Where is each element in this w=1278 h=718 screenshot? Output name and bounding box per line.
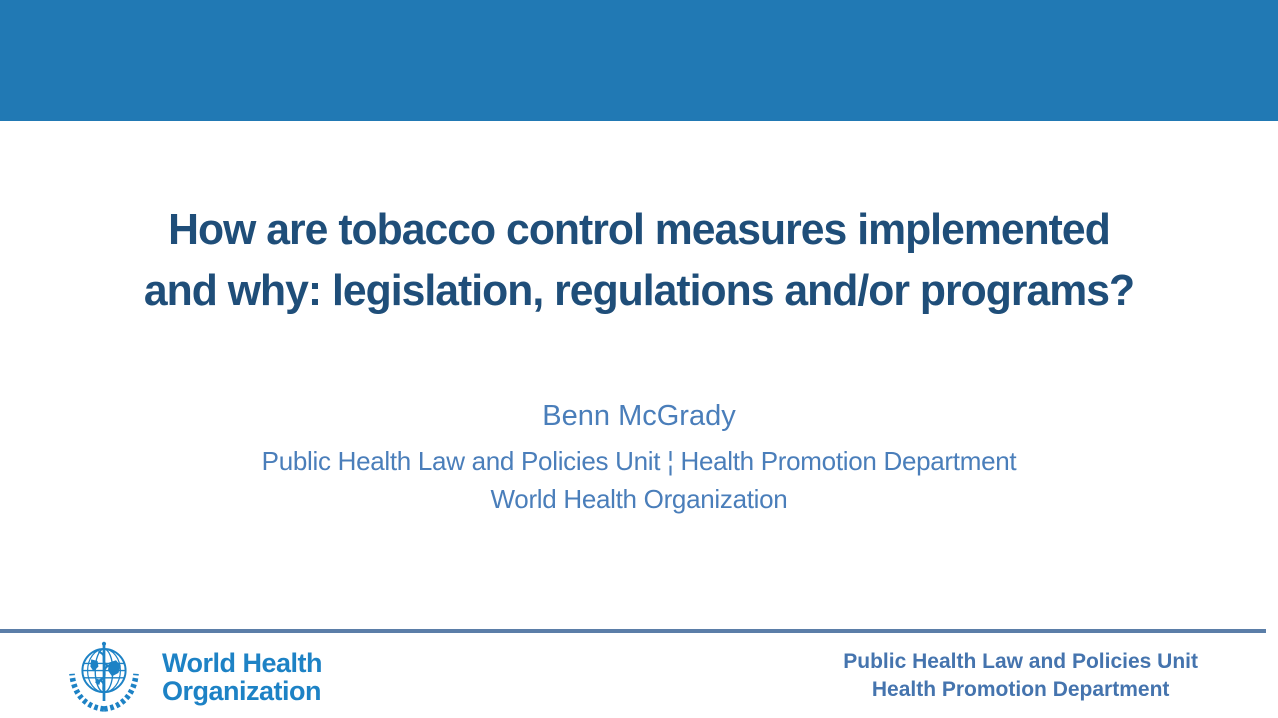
author-affiliation: Public Health Law and Policies Unit ¦ Health Promotion Department (261, 446, 1017, 476)
slide-title-line-2: and why: legislation, regulations and/or programs? (143, 266, 1135, 315)
who-logo (62, 637, 322, 717)
author-name: Benn McGrady (542, 400, 736, 432)
byline-block (0, 398, 1278, 518)
footer-department: Health Promotion Department (871, 678, 1170, 701)
who-wordmark-line-1: World Health (162, 648, 323, 678)
slide-title-line-1: How are tobacco control measures implemented (168, 205, 1110, 254)
top-band (0, 0, 1278, 121)
footer (0, 633, 1278, 718)
footer-unit: Public Health Law and Policies Unit (843, 650, 1198, 673)
footer-unit-block (843, 648, 1198, 704)
slide-title (19, 199, 1259, 321)
who-wordmark-line-2: Organization (162, 676, 322, 706)
author-organization: World Health Organization (490, 484, 788, 514)
who-emblem-icon (62, 637, 146, 717)
title-block (0, 199, 1278, 321)
who-wordmark (162, 649, 322, 705)
